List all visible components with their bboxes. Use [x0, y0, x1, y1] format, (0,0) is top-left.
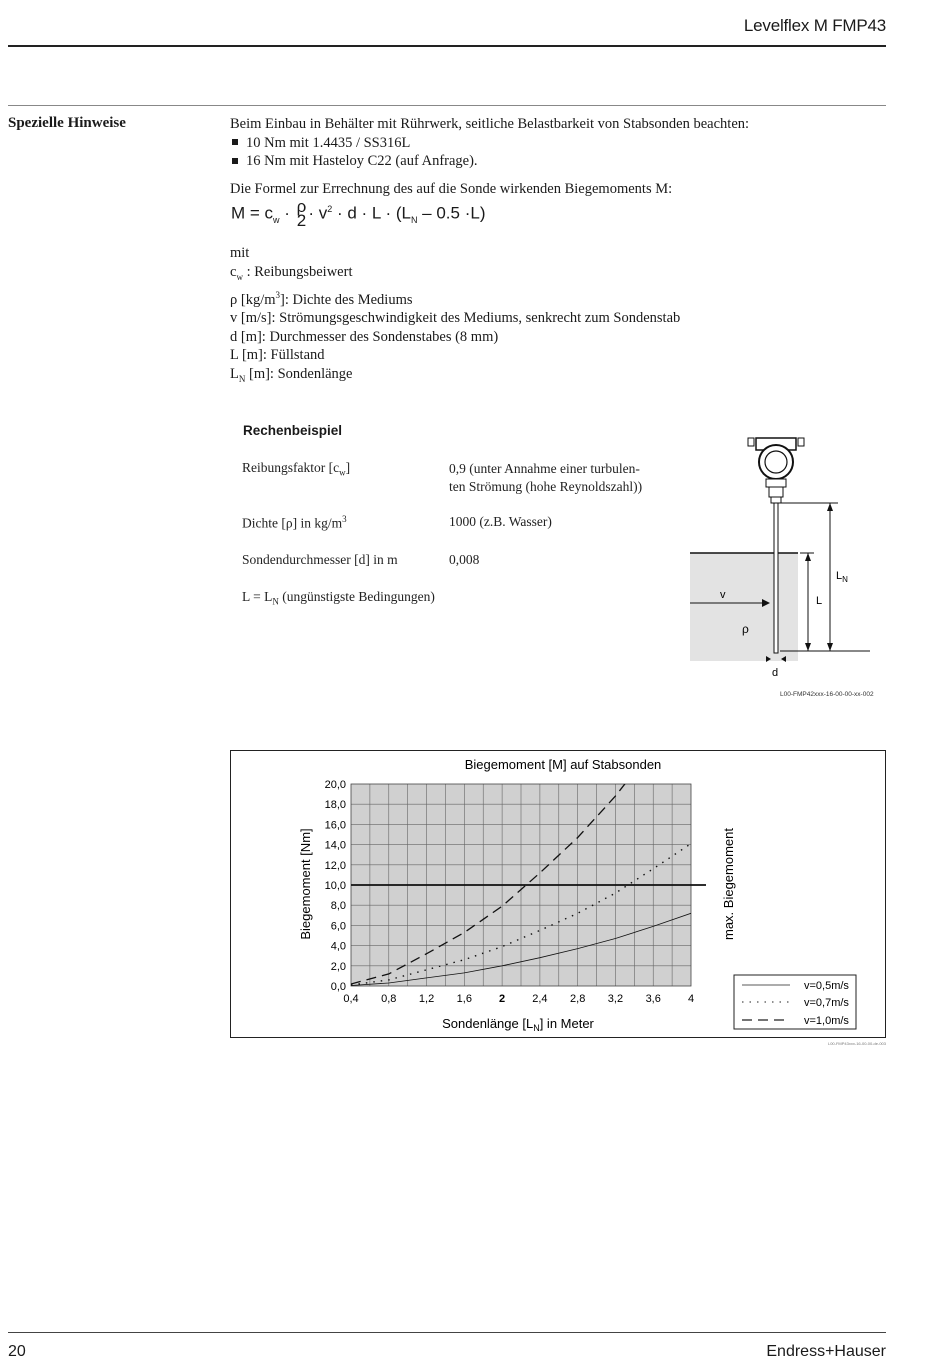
page-number: 20 [8, 1343, 26, 1360]
section-rule [8, 105, 886, 106]
x-tick-label: 3,2 [607, 993, 624, 1005]
probe-rod [774, 503, 778, 653]
chart-ylabel: Biegemoment [Nm] [298, 828, 313, 940]
y-tick-label: 4,0 [330, 940, 346, 953]
y-tick-label: 0,0 [330, 981, 346, 993]
chart-xlabel: Sondenlänge $[L_N]$ in Meter [442, 1016, 594, 1033]
diagram-caption: L00-FMP42xxx-16-00-00-xx-002 [780, 691, 874, 698]
chart-caption: L00-FMP43xxx-16-00-00-de-003 [827, 1041, 886, 1046]
section-heading: Spezielle Hinweise [8, 115, 126, 131]
label-d: d [772, 667, 779, 679]
x-tick-label: 2,8 [570, 993, 586, 1005]
label-rho: ρ [742, 622, 749, 636]
label-LN: $L_N$ [836, 570, 848, 584]
example-row-label: Dichte [ρ] in $kg/m^3$ [242, 514, 347, 531]
example-heading: Rechenbeispiel [243, 423, 343, 438]
chart-title: Biegemoment [M] auf Stabsonden [464, 757, 662, 772]
y-tick-label: 8,0 [330, 900, 346, 913]
legend-entry: v=1,0m/s [804, 1015, 849, 1027]
formula-fraction: ρ 2 [296, 197, 307, 230]
label-L: L [816, 595, 823, 607]
intro-block [230, 115, 870, 198]
bullet-icon [232, 139, 238, 145]
legend-entry: v=0,5m/s [804, 980, 849, 992]
x-tick-label: 1,2 [418, 993, 435, 1005]
example-row-value: 0,008 [449, 552, 480, 567]
intro-text: Beim Einbau in Behälter mit Rührwerk, seitliche Belastbarkeit von Stabsonden beachten: [230, 116, 750, 132]
example-row-value: 1000 (z.B. Wasser) [449, 514, 552, 529]
y-tick-label: 18,0 [324, 799, 346, 812]
example-row-value: 0,9 (unter Annahme einer turbulen- ten Strömung (hohe Reynoldszahl)) [449, 461, 643, 494]
liquid-area [690, 553, 798, 661]
bending-moment-formula: $M = c_w$ · ρ 2 · $v^2 \cdot d \cdot L \cdot (L_N - 0.5 \cdot L)$ [231, 197, 486, 230]
example-row-label: $L = L_N$ (ungünstigste Bedingungen) [242, 589, 435, 607]
variable-legend: mit $c_w$ : Reibungsbeiwert ρ $[kg/m^3]$: Dichte des Mediums v [m/s]: Strömungsgeschwindigkeit des Mediums, senkrecht zum Sondenstab d [m]: Durchmesser des Sondenstabes (8 mm) L [m]: Füllstand $L_N$ [m]: Sondenlänge [230, 245, 681, 384]
bullet-item: 10 Nm mit 1.4435 / SS316L [230, 134, 870, 153]
header-rule [8, 45, 886, 47]
label-v: v [720, 589, 726, 601]
example-row-label: Sondendurchmesser [d] in m [242, 552, 398, 567]
x-tick-label: 2 [499, 993, 506, 1005]
bullet-icon [232, 158, 238, 164]
bending-moment-chart [230, 750, 886, 1038]
x-tick-label: 4 [687, 993, 695, 1005]
example-row-label: Reibungsfaktor $[c_w]$ [242, 460, 351, 478]
footer-brand: Endress+Hauser [766, 1343, 886, 1360]
x-tick-label: 2,4 [532, 993, 548, 1005]
x-tick-label: 1,6 [456, 993, 472, 1005]
footer-rule [8, 1332, 886, 1333]
y-tick-label: 10,0 [324, 880, 346, 892]
y-tick-label: 20,0 [324, 779, 346, 791]
chart-legend [734, 975, 856, 1029]
probe-diagram [680, 432, 880, 707]
page-header-title: Levelflex M FMP43 [743, 16, 886, 35]
formula-intro: Die Formel zur Errechnung des auf die Sonde wirkenden Biegemoments M: [230, 180, 673, 197]
y-tick-label: 12,0 [324, 859, 346, 872]
y-tick-label: 6,0 [330, 920, 346, 933]
legend-entry: v=0,7m/s [804, 997, 849, 1009]
y-tick-label: 16,0 [324, 819, 346, 832]
y-tick-label: 2,0 [330, 960, 346, 973]
x-tick-label: 0,4 [343, 993, 359, 1005]
bullet-item: 16 Nm mit Hasteloy C22 (auf Anfrage). [230, 152, 870, 171]
chart-right-label: max. Biegemoment [721, 828, 736, 940]
y-tick-label: 14,0 [324, 839, 346, 852]
transmitter-housing-icon [748, 438, 804, 503]
x-tick-label: 0,8 [381, 993, 397, 1005]
x-tick-label: 3,6 [645, 993, 661, 1005]
